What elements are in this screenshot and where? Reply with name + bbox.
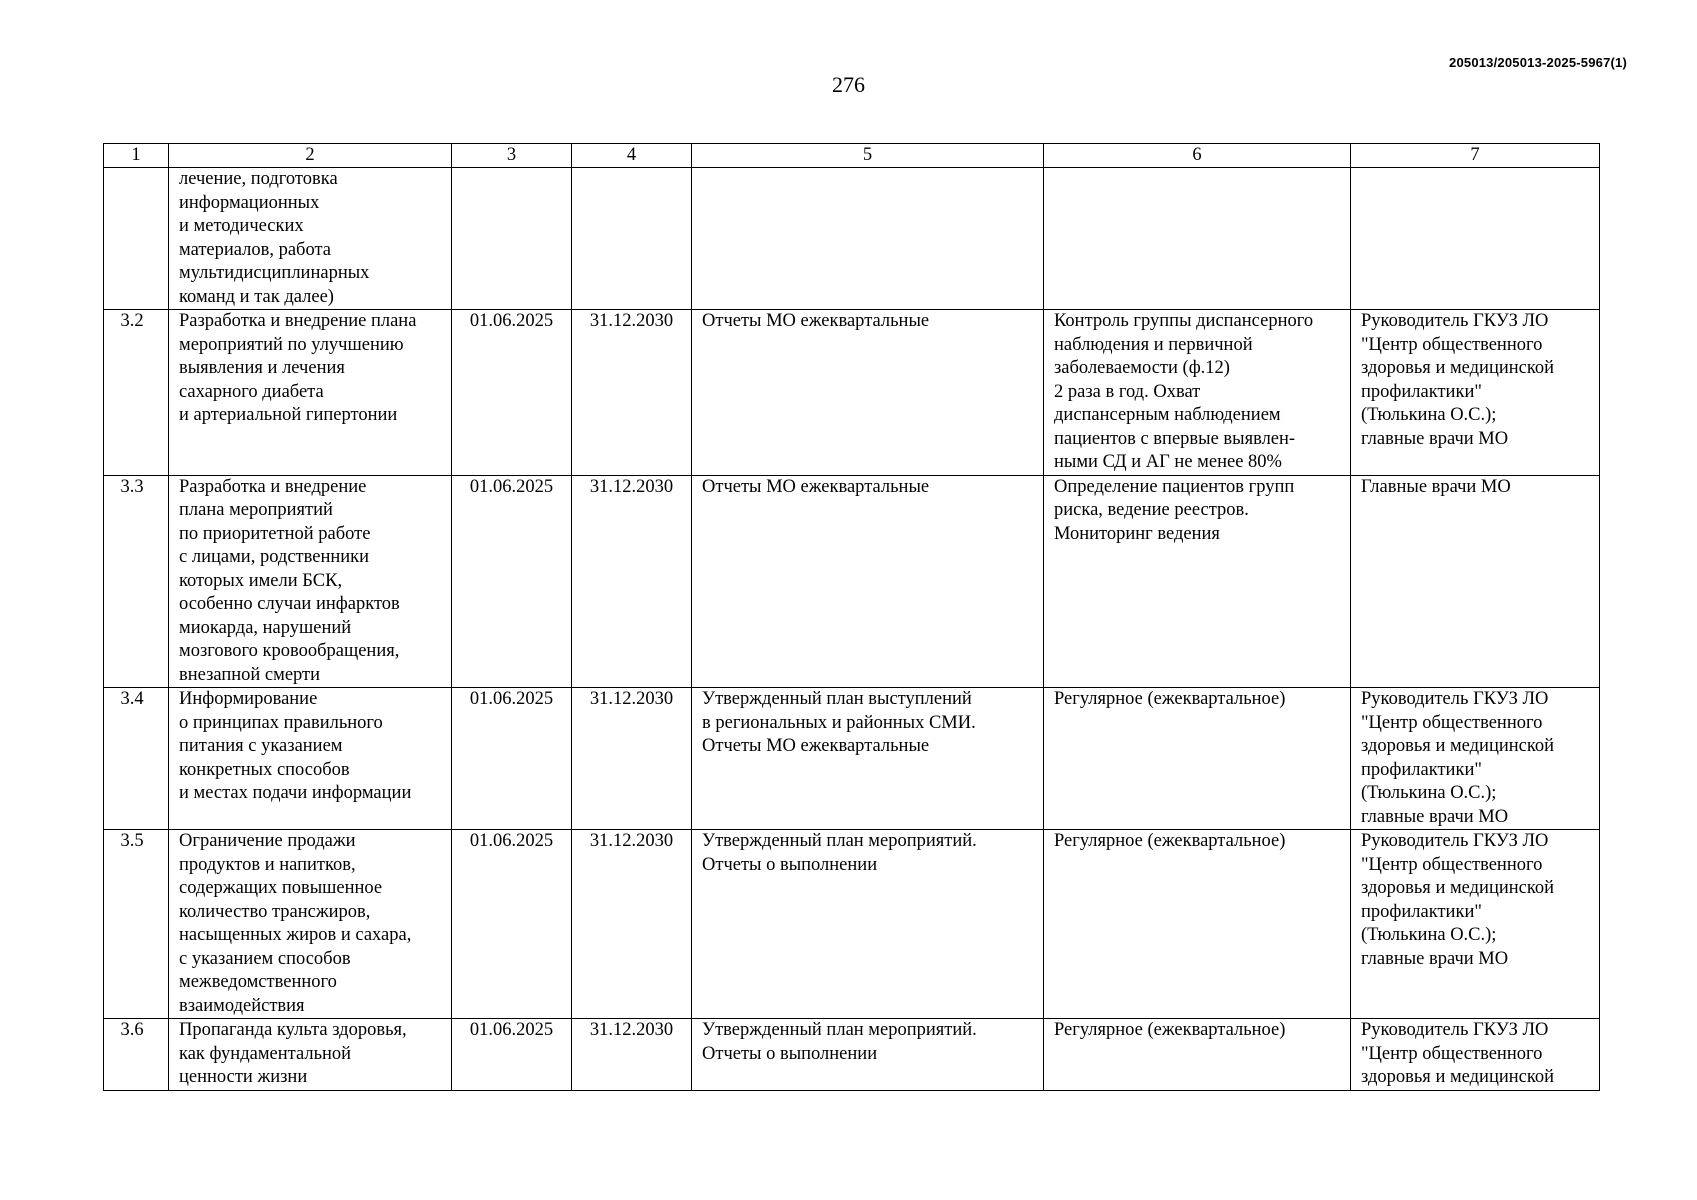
end-date-cell: 31.12.2030 <box>572 688 692 830</box>
start-date-cell: 01.06.2025 <box>452 830 572 1019</box>
table-row <box>104 688 1600 830</box>
indicator-cell: Контроль группы диспансерного наблюдения и первичной заболеваемости (ф.12) 2 раза в год. Охват диспансерным наблюдением пациентов с впервые выявлен- ными СД и АГ не менее 80% <box>1044 310 1351 476</box>
activity-cell: Информирование о принципах правильного питания с указанием конкретных способов и местах подачи информации <box>169 688 452 830</box>
column-header-1: 1 <box>104 144 169 168</box>
indicator-cell: Регулярное (ежеквартальное) <box>1044 688 1351 830</box>
end-date-cell <box>572 168 692 310</box>
column-header-7: 7 <box>1351 144 1600 168</box>
table-row-continuation <box>104 168 1600 310</box>
result-cell: Отчеты МО ежеквартальные <box>692 475 1044 688</box>
indicator-cell: Определение пациентов групп риска, ведение реестров. Мониторинг ведения <box>1044 475 1351 688</box>
activity-cell: Разработка и внедрение плана мероприятий по приоритетной работе с лицами, родственники которых имели БСК, особенно случаи инфарктов миокарда, нарушений мозгового кровообращения, внезапной смерти <box>169 475 452 688</box>
responsible-cell: Руководитель ГКУЗ ЛО "Центр общественного здоровья и медицинской профилактики" (Тюлькина О.С.); главные врачи МО <box>1351 310 1600 476</box>
result-cell <box>692 168 1044 310</box>
responsible-cell: Руководитель ГКУЗ ЛО "Центр общественного здоровья и медицинской профилактики" (Тюлькина О.С.); главные врачи МО <box>1351 688 1600 830</box>
table-row <box>104 830 1600 1019</box>
column-header-5: 5 <box>692 144 1044 168</box>
end-date-cell: 31.12.2030 <box>572 1019 692 1091</box>
column-header-3: 3 <box>452 144 572 168</box>
start-date-cell: 01.06.2025 <box>452 475 572 688</box>
column-header-6: 6 <box>1044 144 1351 168</box>
row-number-cell: 3.2 <box>104 310 169 476</box>
result-cell: Утвержденный план выступлений в региональных и районных СМИ. Отчеты МО ежеквартальные <box>692 688 1044 830</box>
result-cell: Утвержденный план мероприятий. Отчеты о выполнении <box>692 830 1044 1019</box>
row-number-cell: 3.6 <box>104 1019 169 1091</box>
column-number-row <box>104 144 1600 168</box>
responsible-cell: Главные врачи МО <box>1351 475 1600 688</box>
indicator-cell: Регулярное (ежеквартальное) <box>1044 830 1351 1019</box>
activity-cell: лечение, подготовка информационных и методических материалов, работа мультидисциплинарных команд и так далее) <box>169 168 452 310</box>
activity-cell: Разработка и внедрение плана мероприятий по улучшению выявления и лечения сахарного диабета и артериальной гипертонии <box>169 310 452 476</box>
page-number: 276 <box>832 72 865 97</box>
table-row <box>104 1019 1600 1091</box>
row-number-cell: 3.4 <box>104 688 169 830</box>
end-date-cell: 31.12.2030 <box>572 310 692 476</box>
responsible-cell <box>1351 168 1600 310</box>
start-date-cell <box>452 168 572 310</box>
responsible-cell: Руководитель ГКУЗ ЛО "Центр общественного здоровья и медицинской профилактики" (Тюлькина О.С.); главные врачи МО <box>1351 830 1600 1019</box>
table-row <box>104 475 1600 688</box>
indicator-cell <box>1044 168 1351 310</box>
row-number-cell: 3.3 <box>104 475 169 688</box>
row-number-cell: 3.5 <box>104 830 169 1019</box>
result-cell: Утвержденный план мероприятий. Отчеты о выполнении <box>692 1019 1044 1091</box>
column-header-4: 4 <box>572 144 692 168</box>
start-date-cell: 01.06.2025 <box>452 310 572 476</box>
responsible-cell: Руководитель ГКУЗ ЛО "Центр общественного здоровья и медицинской <box>1351 1019 1600 1091</box>
table-row <box>104 310 1600 476</box>
end-date-cell: 31.12.2030 <box>572 830 692 1019</box>
start-date-cell: 01.06.2025 <box>452 1019 572 1091</box>
activity-cell: Ограничение продажи продуктов и напитков, содержащих повышенное количество трансжиров, насыщенных жиров и сахара, с указанием способов межведомственного взаимодействия <box>169 830 452 1019</box>
result-cell: Отчеты МО ежеквартальные <box>692 310 1044 476</box>
end-date-cell: 31.12.2030 <box>572 475 692 688</box>
document-registration-id: 205013/205013-2025-5967(1) <box>1449 55 1627 70</box>
indicator-cell: Регулярное (ежеквартальное) <box>1044 1019 1351 1091</box>
column-header-2: 2 <box>169 144 452 168</box>
start-date-cell: 01.06.2025 <box>452 688 572 830</box>
activity-cell: Пропаганда культа здоровья, как фундаментальной ценности жизни <box>169 1019 452 1091</box>
action-plan-table <box>103 143 1600 1091</box>
row-number-cell <box>104 168 169 310</box>
